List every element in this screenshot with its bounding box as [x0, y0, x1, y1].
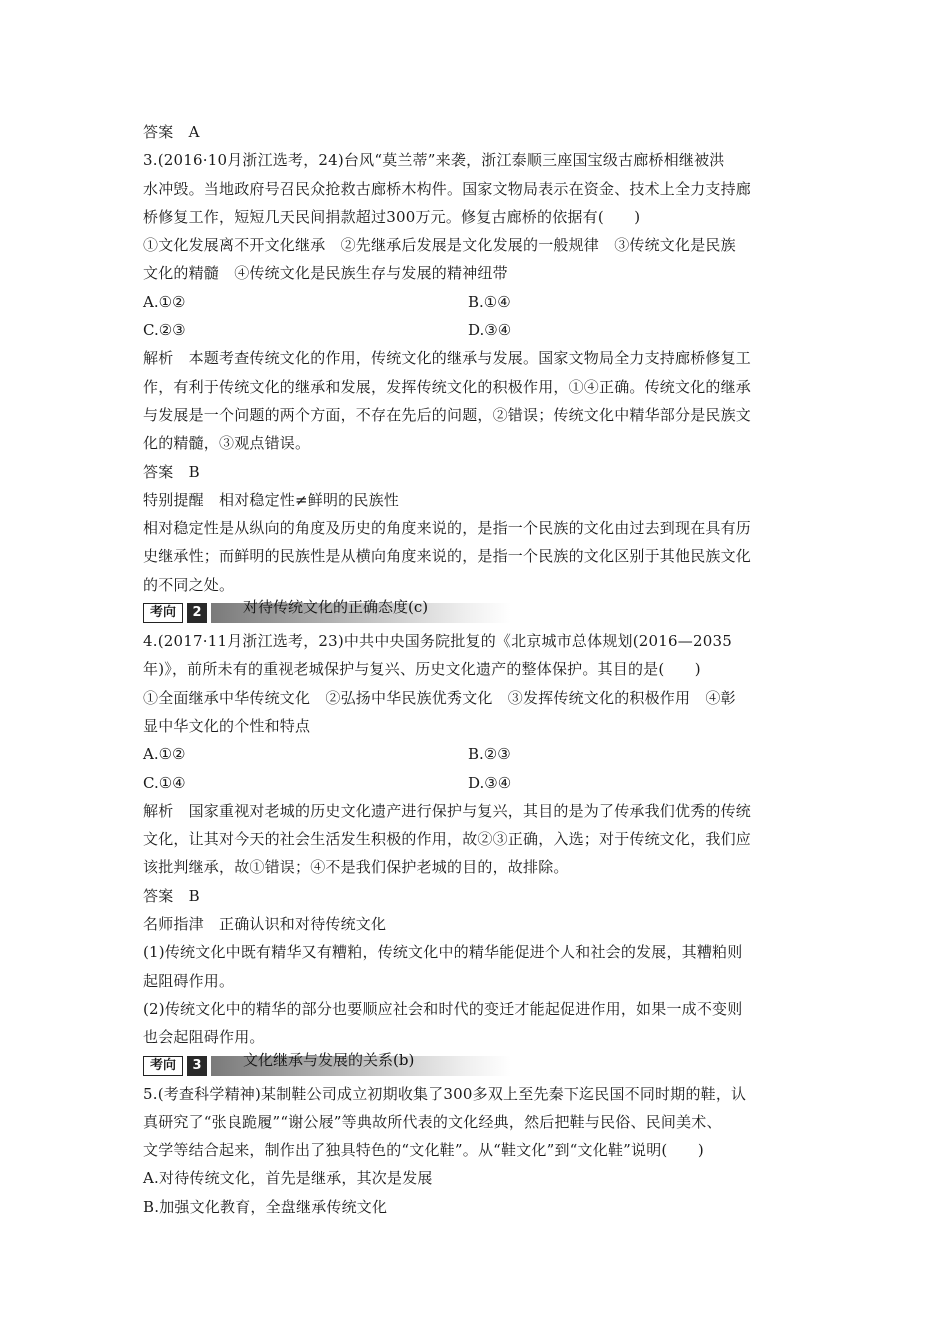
section-tag: 考向 [143, 1056, 183, 1076]
question-5 [143, 1080, 815, 1221]
question-3 [143, 146, 815, 599]
option-c: C.①④ [143, 773, 186, 792]
option-c: C.②③ [143, 321, 186, 340]
tip-title: 名师指津 正确认识和对待传统文化 [143, 915, 387, 934]
tip-body-line: 的不同之处。 [143, 575, 235, 594]
question-stem-line: 桥修复工作，短短几天民间捐款超过300万元。修复古廊桥的依据有( ) [143, 207, 641, 226]
analysis-line: 与发展是一个问题的两个方面，不存在先后的问题，②错误；传统文化中精华部分是民族文 [143, 405, 752, 424]
answer-line: 答案 A [143, 123, 200, 141]
analysis-line: 作，有利于传统文化的继承和发展，发挥传统文化的积极作用，①④正确。传统文化的继承 [143, 377, 752, 396]
analysis-line: 解析 国家重视对老城的历史文化遗产进行保护与复兴，其目的是为了传承我们优秀的传统 [143, 801, 752, 820]
options-row [143, 769, 815, 797]
tip-body-line: (1)传统文化中既有精华又有糟粕，传统文化中的精华能促进个人和社会的发展，其糟粕则 [143, 943, 743, 962]
section-heading [143, 1050, 815, 1079]
tip-title: 特别提醒 相对稳定性≠鲜明的民族性 [143, 490, 399, 509]
question-stem-line: 年)》，前所未有的重视老城保护与复兴、历史文化遗产的整体保护。其目的是( ) [143, 660, 701, 679]
tip-body-line: 相对稳定性是从纵向的角度及历史的角度来说的，是指一个民族的文化由过去到现在具有历 [143, 519, 752, 538]
options-row [143, 316, 815, 344]
question-stem-line: 真研究了“张良跪履”“谢公屐”等典故所代表的文化经典，然后把鞋与民俗、民间美术、 [143, 1112, 722, 1131]
section-number: 2 [187, 603, 207, 623]
tip-body-line: (2)传统文化中的精华的部分也要顺应社会和时代的变迁才能起促进作用，如果一成不变则 [143, 999, 743, 1018]
section-title: 对待传统文化的正确态度(c) [243, 598, 429, 617]
tip-body-line: 史继承性；而鲜明的民族性是从横向角度来说的，是指一个民族的文化区别于其他民族文化 [143, 547, 752, 566]
question-stem-line: 水冲毁。当地政府号召民众抢救古廊桥木构件。国家文物局表示在资金、技术上全力支持廊 [143, 179, 752, 198]
tip-body-line: 也会起阻碍作用。 [143, 1028, 265, 1047]
question-stem-line: 3.(2016·10月浙江选考，24)台风“莫兰蒂”来袭，浙江泰顺三座国宝级古廊桥相继被洪 [143, 151, 725, 170]
option-b: B.加强文化教育，全盘继承传统文化 [143, 1197, 388, 1216]
statement-line: ①文化发展离不开文化继承 ②先继承后发展是文化发展的一般规律 ③传统文化是民族 [143, 236, 736, 255]
tip-body-line: 起阻碍作用。 [143, 971, 235, 990]
option-a: A.对待传统文化，首先是继承，其次是发展 [143, 1169, 433, 1188]
analysis-line: 解析 本题考查传统文化的作用，传统文化的继承与发展。国家文物局全力支持廊桥修复工 [143, 349, 752, 368]
answer-line: 答案 B [143, 886, 200, 905]
section-heading [143, 600, 815, 626]
section-tag: 考向 [143, 603, 183, 623]
section-title: 文化继承与发展的关系(b) [243, 1050, 415, 1069]
statement-line: 文化的精髓 ④传统文化是民族生存与发展的精神纽带 [143, 264, 508, 283]
option-b: B.②③ [468, 745, 511, 764]
option-a: A.①② [143, 292, 186, 311]
analysis-line: 文化，让其对今天的社会生活发生积极的作用，故②③正确，入选；对于传统文化，我们应 [143, 830, 752, 849]
options-row [143, 740, 815, 768]
question-stem-line: 文学等结合起来，制作出了独具特色的“文化鞋”。从“鞋文化”到“文化鞋”说明( ) [143, 1141, 704, 1160]
options-row [143, 288, 815, 316]
statement-line: 显中华文化的个性和特点 [143, 716, 311, 735]
statement-line: ①全面继承中华传统文化 ②弘扬中华民族优秀文化 ③发挥传统文化的积极作用 ④彰 [143, 688, 736, 707]
section-number: 3 [187, 1056, 207, 1076]
option-a: A.①② [143, 745, 186, 764]
analysis-line: 化的精髓，③观点错误。 [143, 434, 311, 453]
answer-line: 答案 B [143, 462, 200, 481]
option-d: D.③④ [468, 773, 512, 792]
question-stem-line: 4.(2017·11月浙江选考，23)中共中央国务院批复的《北京城市总体规划(2016—2035 [143, 632, 732, 651]
question-stem-line: 5.(考查科学精神)某制鞋公司成立初期收集了300多双上至先秦下迄民国不同时期的鞋，认 [143, 1084, 747, 1103]
question-4 [143, 627, 815, 1051]
document-page [143, 118, 815, 1221]
analysis-line: 该批判继承，故①错误；④不是我们保护老城的目的，故排除。 [143, 858, 569, 877]
option-b: B.①④ [468, 292, 511, 311]
option-d: D.③④ [468, 321, 512, 340]
